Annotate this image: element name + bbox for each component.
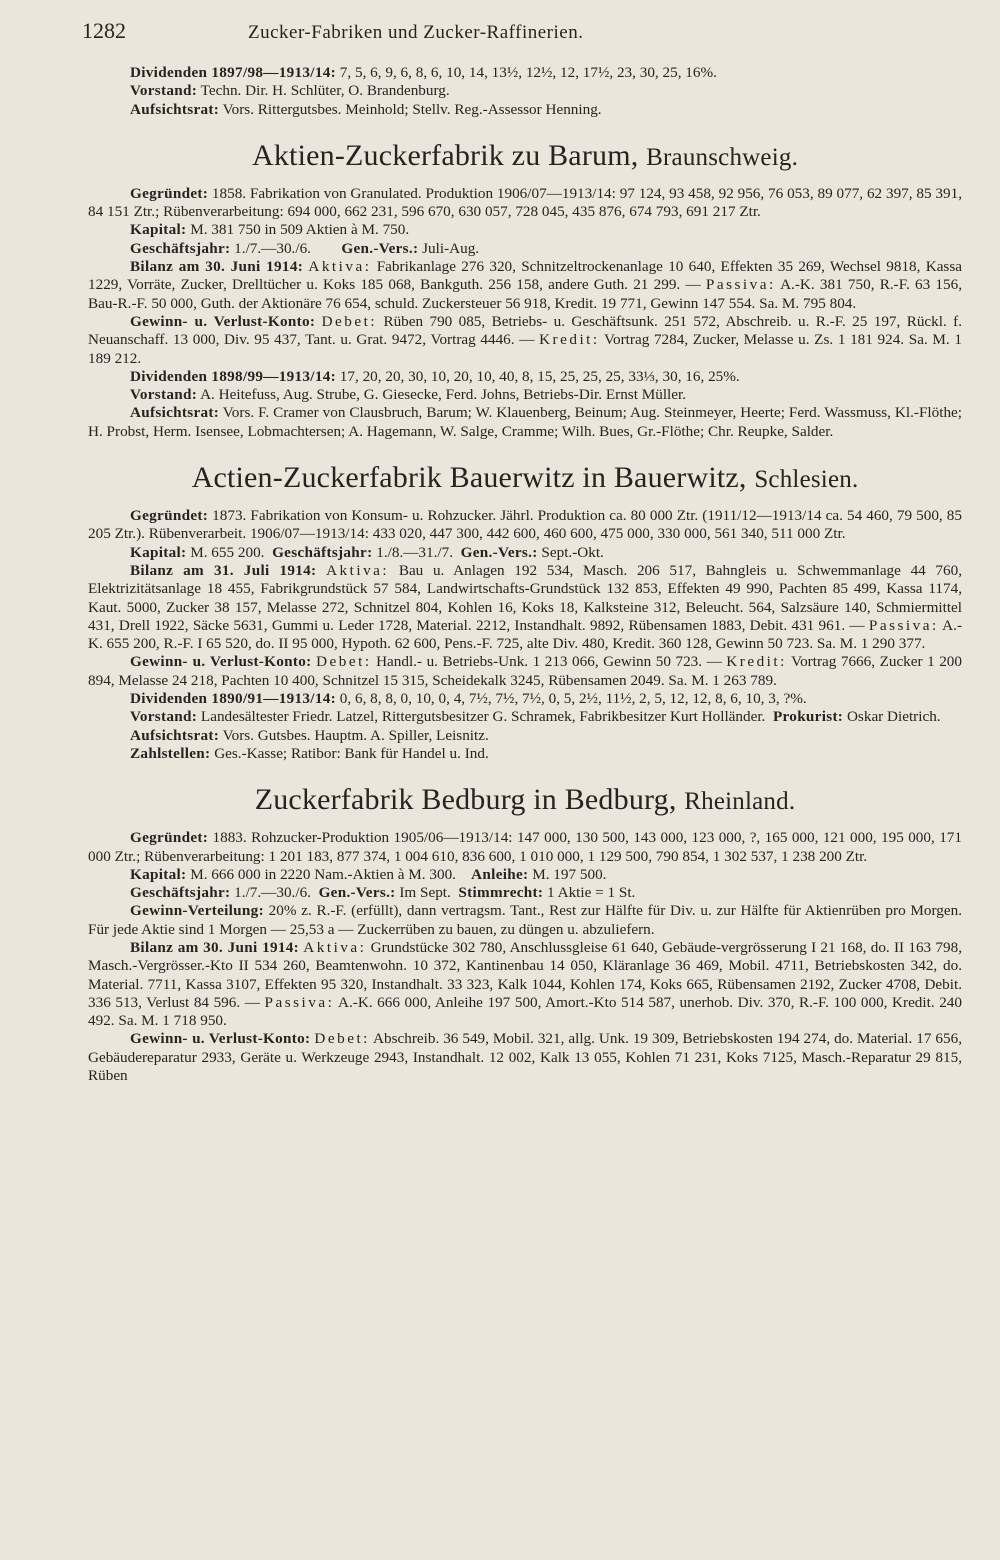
text: Fabrikanlage 276 320, Schnitzeltrockenanlage 10 640, Effekten 35 269, Wechsel 9818, Kassa 1229, Vorräte, Zucker, Drelltücher u. Koks 185 068, Bankguth. 256 158, andere Guth. 21 299. — (88, 258, 962, 294)
title-location: Schlesien. (754, 466, 859, 494)
bedburg-geschaeftsjahr (88, 884, 962, 902)
text: M. 197 500. (528, 865, 607, 883)
kredit-label: Kredit: (539, 331, 600, 349)
text: 0, 6, 8, 8, 0, 10, 0, 4, 7½, 7½, 7½, 0, 5, 2½, 11½, 2, 5, 12, 12, 8, 6, 10, 3, ?%. (335, 690, 807, 708)
text: Juli-Aug. (418, 239, 480, 257)
label: Vorstand: (130, 386, 198, 404)
label: Geschäftsjahr: (272, 543, 373, 561)
text: 1883. Rohzucker-Produktion 1905/06—1913/14: 147 000, 130 500, 143 000, 123 000, ?, 165 000, 121 000, 195 000, 171 000 Ztr.; Rübenverarbeitung: 1 201 183, 877 374, 1 004 610, 836 600, 1 010 000, 1 129 500, 790 854, 1 302 537, 1 238 200 Ztr. (88, 829, 962, 865)
label: Aufsichtsrat: (130, 726, 220, 744)
title-main: Aktien-Zuckerfabrik zu Barum, (251, 138, 639, 172)
label: Gen.-Vers.: (460, 543, 538, 561)
intro-aufsichtsrat (88, 101, 962, 119)
label: Gen.-Vers.: (318, 884, 396, 902)
label: Dividenden 1898/99—1913/14: (130, 367, 336, 385)
label: Gegründet: (130, 829, 209, 847)
barum-dividenden (88, 368, 962, 386)
label: Gewinn-Verteilung: (130, 902, 264, 920)
text: 1858. Fabrikation von Granulated. Produktion 1906/07—1913/14: 97 124, 93 458, 92 956, 76 053, 89 077, 62 397, 85 391, 84 151 Ztr.; Rübenverarbeitung: 694 000, 662 231, 596 670, 630 057, 728 045, 435 876, 674 793, 691 217 Ztr. (88, 184, 962, 221)
label: Gewinn- u. Verlust-Konto: (130, 1030, 311, 1048)
bauerwitz-gegruendet (88, 507, 962, 544)
intro-block (88, 64, 962, 119)
barum-geschaeftsjahr (88, 240, 962, 258)
label: Gewinn- u. Verlust-Konto: (130, 653, 312, 671)
text: Bau u. Anlagen 192 534, Masch. 206 517, Bahngleis u. Schwemmanlage 44 760, Elektrizitätsanlage 18 455, Fabrikgrundstück 57 584, Landwirtschafts-Grundstück 132 853, Effekten 49 990, Pachten 85 499, Kassa 1174, Kaut. 5000, Zucker 38 157, Melasse 272, Schnitzel 804, Kohlen 16, Koks 18, Kalksteine 312, Beleucht. 564, Salzsäure 140, Schmiermittel 431, Drell 1922, Säcke 5631, Gummi u. Leder 1728, Material. 2212, Instandhalt. 9892, Rübensamen 1883, Debit. 431 961. — (88, 561, 963, 634)
text: Techn. Dir. H. Schlüter, O. Brandenburg. (197, 82, 450, 100)
bauerwitz-zahlstellen (88, 745, 962, 763)
label: Kapital: (130, 221, 187, 239)
text: Ges.-Kasse; Ratibor: Bank für Handel u. Ind. (210, 744, 489, 762)
label: Gegründet: (130, 184, 209, 202)
passiva-label: Passiva: (868, 616, 939, 634)
running-title: Zucker-Fabriken und Zucker-Raffinerien. (248, 22, 584, 43)
entry-barum (88, 185, 962, 441)
text: M. 666 000 in 2220 Nam.-Aktien à M. 300. (186, 865, 456, 883)
debet-label: Debet: (316, 653, 372, 671)
bauerwitz-vorstand (88, 708, 962, 726)
label: Zahlstellen: (130, 744, 211, 762)
barum-guv (88, 313, 962, 368)
bauerwitz-kapital (88, 544, 962, 562)
text: Im Sept. (395, 884, 451, 902)
label: Aufsichtsrat: (130, 404, 220, 422)
bedburg-bilanz (88, 939, 962, 1030)
bedburg-guv (88, 1030, 962, 1085)
label: Stimmrecht: (458, 884, 544, 902)
text: Grundstücke 302 780, Anschlussgleise 61 640, Gebäude-vergrösserung I 21 168, do. II 163 798, Masch.-Vergrösser.-Kto II 534 260, Beamtenwohn. 10 372, Kantinenbau 14 050, Kläranlage 36 469, Mobil. 4711, Betriebskosten 342, do. Material. 7711, Kassa 3107, Effekten 95 320, Instandhalt. 33 323, Kalk 1044, Kohlen 174, Koks 665, Rübensamen 2192, Zucker 4708, Debit. 336 513, Verlust 84 596. — (88, 938, 963, 1011)
label: Gegründet: (130, 507, 209, 525)
debet-label: Debet: (321, 312, 378, 330)
label: Prokurist: (772, 708, 844, 726)
bauerwitz-bilanz (88, 562, 962, 653)
entry-bedburg (88, 829, 962, 1085)
intro-dividenden (88, 64, 962, 82)
passiva-label: Passiva: (705, 276, 776, 294)
label: Geschäftsjahr: (130, 239, 231, 257)
label: Kapital: (130, 543, 187, 561)
running-head (82, 18, 962, 44)
bauerwitz-guv (88, 653, 962, 690)
aktiva-label: Aktiva: (303, 938, 367, 956)
barum-kapital (88, 221, 962, 239)
text: Vors. Rittergutsbes. Meinhold; Stellv. Reg.-Assessor Henning. (219, 100, 602, 118)
text: M. 381 750 in 509 Aktien à M. 750. (186, 221, 410, 239)
text: 1./7.—30./6. (230, 239, 311, 257)
text: Handl.- u. Betriebs-Unk. 1 213 066, Gewinn 50 723. — (371, 653, 727, 671)
text: 1./7.—30./6. (230, 884, 311, 902)
text: A. Heitefuss, Aug. Strube, G. Giesecke, Ferd. Johns, Betriebs-Dir. Ernst Müller. (197, 386, 687, 404)
text: Sept.-Okt. (537, 543, 604, 561)
text: Oskar Dietrich. (843, 708, 941, 726)
text: M. 655 200. (186, 543, 265, 561)
bedburg-gegruendet (88, 829, 962, 866)
passiva-label: Passiva: (264, 993, 335, 1011)
text: 1./8.—31./7. (372, 543, 454, 561)
debet-label: Debet: (314, 1030, 370, 1048)
bauerwitz-aufsichtsrat (88, 727, 962, 745)
label: Vorstand: (130, 82, 198, 100)
bedburg-gewinn-verteilung (88, 902, 962, 939)
label: Bilanz am 31. Juli 1914: (130, 561, 317, 579)
text: Vors. Gutsbes. Hauptm. A. Spiller, Leisnitz. (219, 726, 489, 744)
label: Dividenden 1890/91—1913/14: (130, 690, 336, 708)
bauerwitz-dividenden (88, 690, 962, 708)
text: Rüben 790 085, Betriebs- u. Geschäftsunk. 251 572, Abschreib. u. R.-F. 25 197, Rückl. f. Neuanschaff. 13 000, Div. 95 437, Tant. u. Grat. 9472, Vortrag 4446. — (88, 312, 962, 349)
company-title-bauerwitz (88, 461, 962, 497)
text: A.-K. 381 750, R.-F. 63 156, Bau-R.-F. 50 000, Guth. der Aktionäre 76 654, schuld. Zuckersteuer 56 918, Kredit. 19 771, Gewinn 147 554. Sa. M. 795 804. (88, 276, 962, 312)
label: Vorstand: (130, 708, 198, 726)
label: Anleihe: (471, 865, 529, 883)
company-title-bedburg (88, 783, 962, 819)
company-title-barum (88, 139, 962, 175)
text: 1873. Fabrikation von Konsum- u. Rohzucker. Jährl. Produktion ca. 80 000 Ztr. (1911/12—1913/14 ca. 54 460, 79 500, 85 205 Ztr.). Rübenverarbeit. 1906/07—1913/14: 433 020, 447 300, 442 600, 460 600, 475 000, 330 000, 561 340, 511 000 Ztr. (88, 507, 962, 543)
label: Gen.-Vers.: (341, 239, 419, 257)
text: A.-K. 655 200, R.-F. I 65 520, do. II 95 000, Hypoth. 62 600, Pens.-F. 725, alte Div. 480, Kredit. 360 128, Gewinn 50 723. Sa. M. 1 290 377. (88, 616, 962, 653)
text: 20% z. R.-F. (erfüllt), dann vertragsm. Tant., Rest zur Hälfte für Div. u. zur Hälfte für Aktienrüben pro Morgen. Für jede Aktie sind 1 Morgen — 25,53 a — Zuckerrüben zu bauen, zu düngen u. abzuliefern. (88, 902, 962, 938)
title-location: Rheinland. (684, 788, 796, 816)
aktiva-label: Aktiva: (326, 561, 390, 579)
text: 7, 5, 6, 9, 6, 8, 6, 10, 14, 13½, 12½, 12, 17½, 23, 30, 25, 16%. (335, 64, 717, 81)
text: Vortrag 7284, Zucker, Melasse u. Zs. 1 181 924. Sa. M. 1 189 212. (88, 331, 962, 367)
label: Aufsichtsrat: (130, 100, 220, 118)
barum-bilanz (88, 258, 962, 313)
text: 1 Aktie = 1 St. (543, 884, 636, 902)
label: Kapital: (130, 865, 187, 883)
label: Dividenden 1897/98—1913/14: (130, 64, 336, 81)
label: Bilanz am 30. Juni 1914: (130, 938, 300, 956)
label: Gewinn- u. Verlust-Konto: (130, 312, 316, 330)
title-main: Zuckerfabrik Bedburg in Bedburg, (254, 783, 677, 817)
barum-vorstand (88, 386, 962, 404)
text: Vors. F. Cramer von Clausbruch, Barum; W. Klauenberg, Beinum; Aug. Steinmeyer, Heerte; Ferd. Wassmuss, Kl.-Flöthe; H. Probst, Herm. Isensee, Lobmachtersen; A. Hagemann, W. Salge, Cramme; Wilh. Bues, Gr.-Flöthe; Chr. Reupke, Salder. (88, 404, 962, 440)
text: 17, 20, 20, 30, 10, 20, 10, 40, 8, 15, 25, 25, 25, 33⅓, 30, 16, 25%. (335, 367, 740, 385)
text: Vortrag 7666, Zucker 1 200 894, Melasse 24 218, Pachten 10 400, Schnitzel 15 315, Scheidekalk 3245, Rübensamen 2049. Sa. M. 1 263 789. (88, 653, 962, 689)
entry-bauerwitz (88, 507, 962, 763)
text: Landesältester Friedr. Latzel, Rittergutsbesitzer G. Schramek, Fabrikbesitzer Kurt Holländer. (197, 708, 766, 726)
intro-vorstand (88, 82, 962, 100)
page-number: 1282 (82, 18, 126, 43)
title-location: Braunschweig. (646, 143, 799, 171)
aktiva-label: Aktiva: (308, 258, 372, 276)
barum-aufsichtsrat (88, 404, 962, 441)
label: Geschäftsjahr: (130, 884, 231, 902)
text: Abschreib. 36 549, Mobil. 321, allg. Unk. 19 309, Betriebskosten 194 274, do. Material. 17 656, Gebäudereparatur 2933, Geräte u. Werkzeuge 2943, Instandhalt. 12 002, Kalk 13 055, Kohlen 71 231, Koks 7125, Masch.-Reparatur 29 815, Rüben (88, 1030, 962, 1085)
label: Bilanz am 30. Juni 1914: (130, 258, 304, 276)
barum-gegruendet (88, 185, 962, 222)
bedburg-kapital (88, 866, 962, 884)
kredit-label: Kredit: (726, 653, 787, 671)
text: A.-K. 666 000, Anleihe 197 500, Amort.-Kto 514 587, unerhob. Div. 370, R.-F. 100 000, Kredit. 240 492. Sa. M. 1 718 950. (88, 993, 962, 1030)
title-main: Actien-Zuckerfabrik Bauerwitz in Bauerwitz, (191, 461, 747, 495)
